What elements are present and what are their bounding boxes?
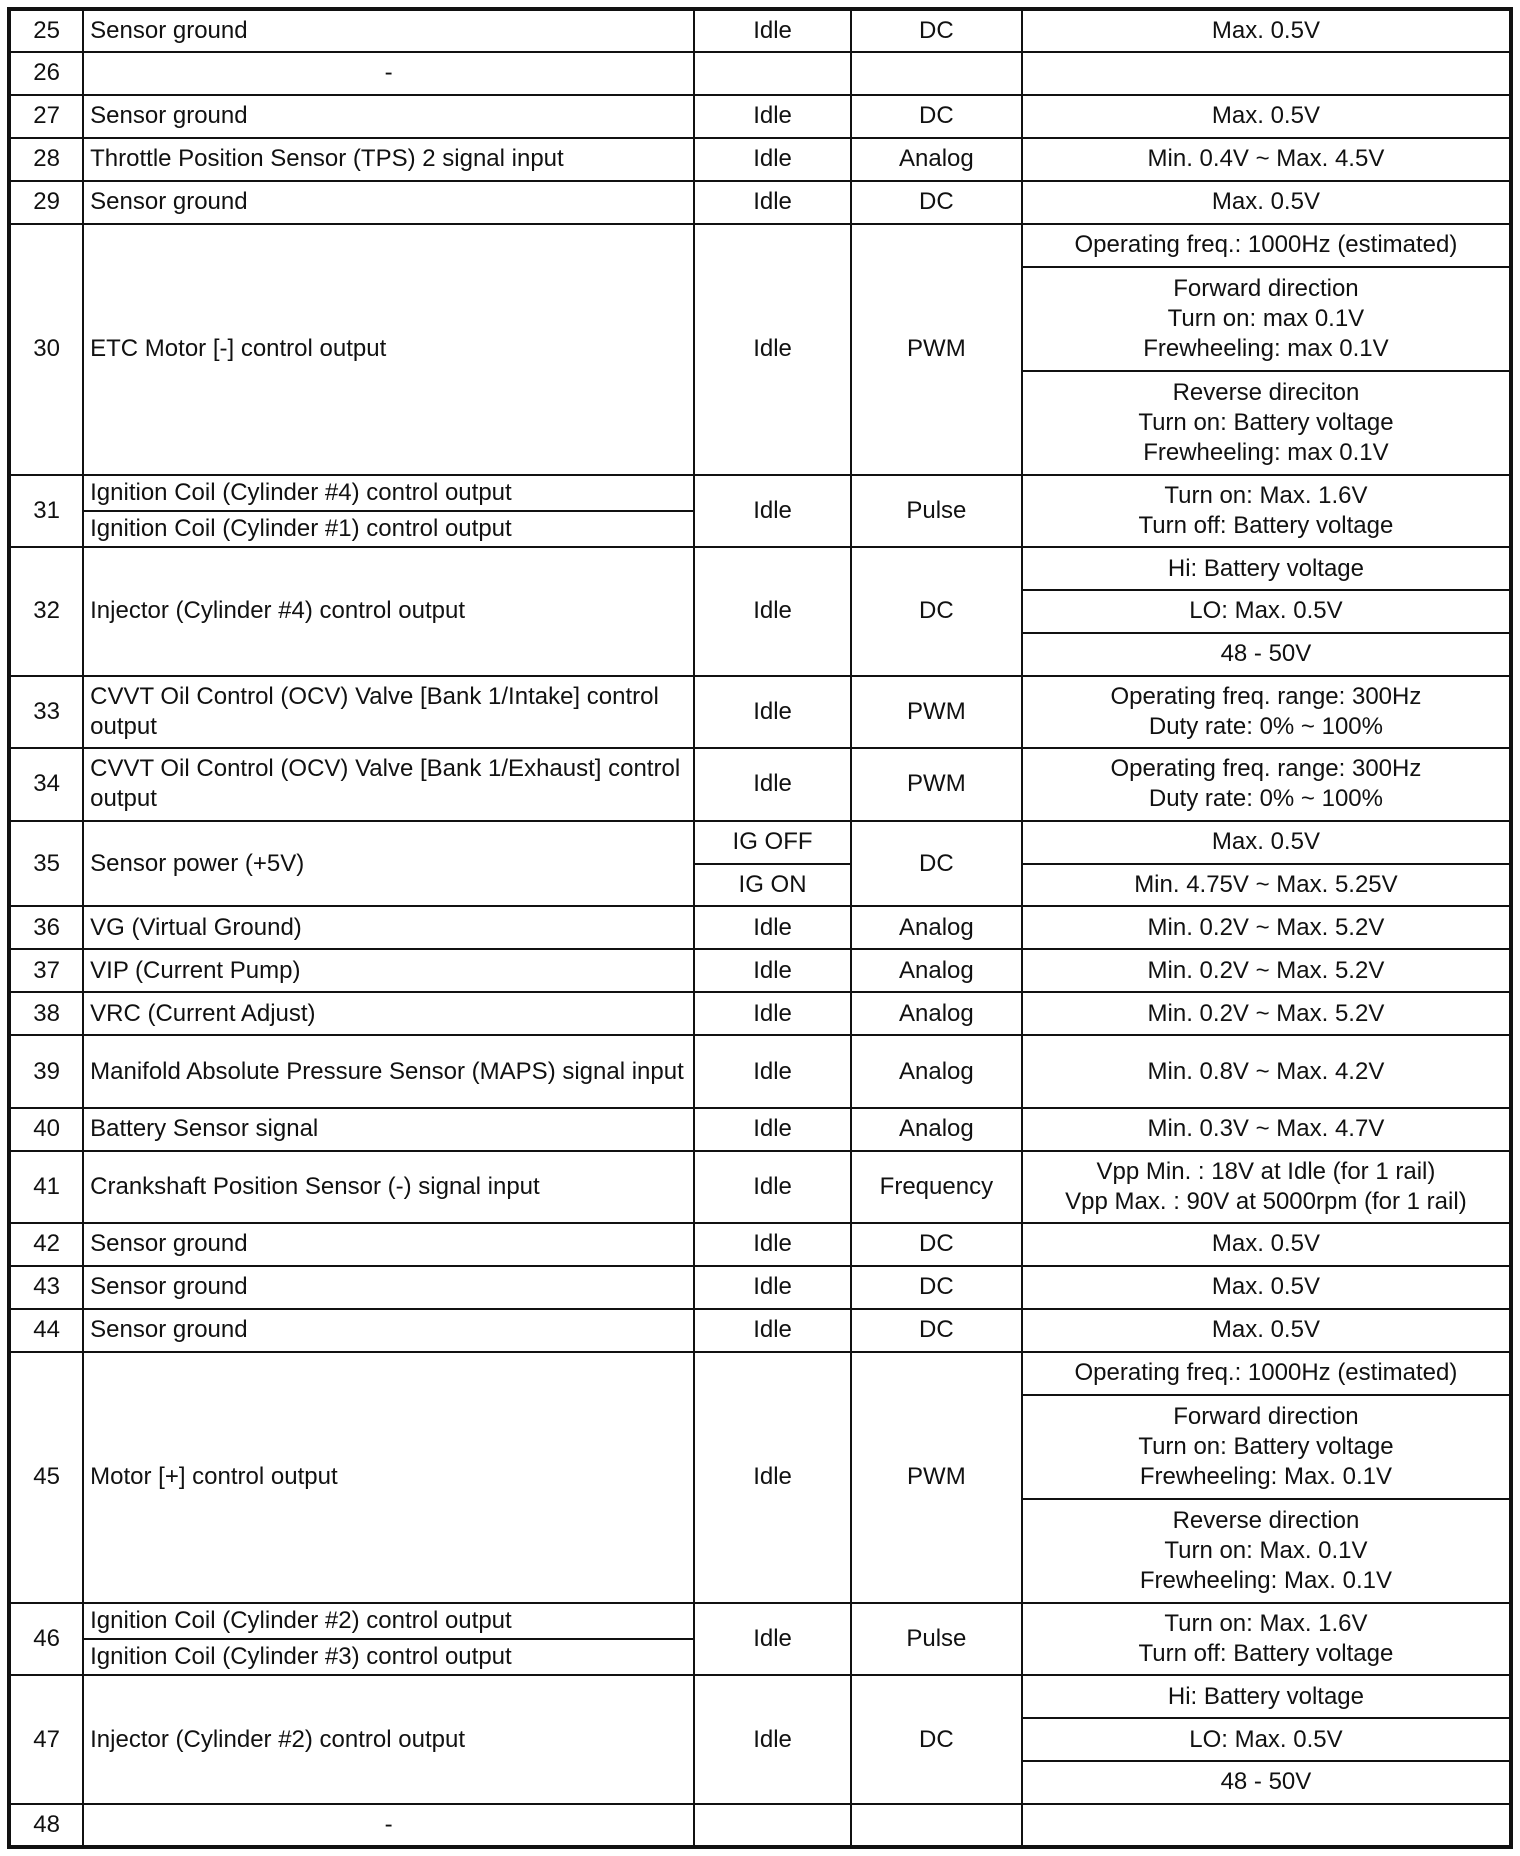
pin-description	[83, 748, 694, 820]
pin-signal-level-text: Min. 0.2V ~ Max. 5.2V	[1147, 913, 1385, 941]
pin-signal-type	[851, 547, 1022, 676]
pin-condition-text: Idle	[753, 1316, 792, 1344]
pin-condition	[694, 992, 851, 1035]
pin-description	[83, 475, 694, 511]
pin-signal-type	[851, 748, 1022, 820]
pin-signal-type	[851, 1035, 1022, 1107]
pin-description	[83, 1352, 694, 1603]
pin-signal-level	[1022, 181, 1511, 224]
pin-condition	[694, 95, 851, 138]
pin-condition	[694, 864, 851, 907]
pin-condition-text: Idle	[753, 1273, 792, 1301]
pin-signal-type	[851, 52, 1022, 95]
pin-signal-type-text: DC	[919, 1725, 954, 1753]
table-row	[9, 547, 1511, 590]
pin-signal-level	[1022, 1108, 1511, 1151]
pin-condition	[694, 1266, 851, 1309]
pin-condition-text: Idle	[753, 1115, 792, 1143]
pin-condition-text: Idle	[753, 102, 792, 130]
pin-condition-text: IG ON	[738, 871, 807, 898]
pin-signal-type	[851, 1266, 1022, 1309]
pin-description	[83, 511, 694, 547]
pin-signal-level-text: Max. 0.5V	[1211, 188, 1320, 216]
table-row	[9, 1108, 1511, 1151]
pin-number	[9, 1035, 83, 1107]
pin-condition	[694, 475, 851, 547]
pin-number	[9, 906, 83, 949]
pin-condition	[694, 1223, 851, 1266]
pin-condition	[694, 9, 851, 52]
pin-table	[7, 7, 1513, 1849]
pin-description	[83, 1266, 694, 1309]
table-row	[9, 992, 1511, 1035]
pin-signal-level-text: 48 - 50V	[1220, 640, 1312, 668]
pin-signal-level-text: Forward direction	[1173, 1402, 1359, 1430]
table-row	[9, 138, 1511, 181]
pin-signal-level-text: Hi: Battery voltage	[1167, 554, 1364, 582]
pin-signal-level-text: Operating freq. range: 300Hz	[1110, 683, 1422, 711]
pin-description-text: Sensor ground	[90, 1230, 248, 1258]
pin-signal-level	[1022, 1223, 1511, 1266]
table-row	[9, 821, 1511, 864]
pin-number-text: 29	[33, 188, 60, 216]
pin-number-text: 32	[33, 597, 60, 625]
pin-signal-level	[1022, 633, 1511, 676]
pin-description	[83, 181, 694, 224]
pin-number	[9, 1352, 83, 1603]
pin-signal-type	[851, 949, 1022, 992]
pin-description	[83, 9, 694, 52]
pin-signal-level-text: Max. 0.5V	[1211, 828, 1320, 856]
pin-description-text: Sensor ground	[90, 1273, 248, 1301]
pin-condition-text: Idle	[753, 1463, 792, 1491]
pin-number	[9, 1603, 83, 1675]
pin-number-text: 45	[33, 1463, 60, 1491]
pin-signal-type-text: Analog	[899, 956, 974, 984]
pin-signal-level	[1022, 1035, 1511, 1107]
pin-description	[83, 906, 694, 949]
pin-number-text: 42	[33, 1230, 60, 1258]
pin-signal-type-text: DC	[919, 849, 954, 877]
pin-signal-level-text: Turn off: Battery voltage	[1138, 1639, 1394, 1667]
table-row	[9, 1804, 1511, 1847]
pin-description	[83, 821, 694, 907]
pin-condition	[694, 1151, 851, 1223]
pin-signal-level	[1022, 1266, 1511, 1309]
pin-condition-text: Idle	[753, 770, 792, 798]
pin-signal-level-text: Min. 0.8V ~ Max. 4.2V	[1147, 1057, 1385, 1085]
pin-condition-text: Idle	[753, 496, 792, 524]
pin-signal-type-text: DC	[919, 102, 954, 130]
pin-number-text: 27	[33, 102, 60, 130]
pin-number-text: 48	[33, 1810, 60, 1838]
pin-signal-type-text: DC	[919, 1230, 954, 1258]
table-row	[9, 1266, 1511, 1309]
pin-condition	[694, 138, 851, 181]
pin-signal-level-text: Min. 0.2V ~ Max. 5.2V	[1147, 999, 1385, 1027]
pin-signal-level-text: Operating freq.: 1000Hz (estimated)	[1074, 1359, 1458, 1387]
pin-description	[83, 1035, 694, 1107]
pin-description-text: VRC (Current Adjust)	[90, 999, 316, 1027]
table-row	[9, 676, 1511, 748]
pin-condition-text: Idle	[753, 597, 792, 625]
pin-signal-level-text: Turn off: Battery voltage	[1138, 511, 1394, 539]
pin-description-text: Ignition Coil (Cylinder #2) control output	[90, 1606, 512, 1634]
pin-signal-level-text: Duty rate: 0% ~ 100%	[1148, 713, 1383, 741]
pin-description	[83, 224, 694, 475]
pin-signal-level	[1022, 475, 1511, 547]
pin-description-text: Sensor power (+5V)	[90, 849, 305, 877]
pin-signal-level-text: LO: Max. 0.5V	[1189, 1725, 1343, 1753]
pin-signal-type	[851, 181, 1022, 224]
pin-number-text: 41	[33, 1172, 60, 1200]
pin-number	[9, 1266, 83, 1309]
pin-signal-level	[1022, 267, 1511, 371]
pin-condition	[694, 821, 851, 864]
pin-signal-level	[1022, 949, 1511, 992]
pin-number-text: 33	[33, 698, 60, 726]
table-row	[9, 748, 1511, 820]
pin-condition-text: Idle	[753, 1230, 792, 1258]
pin-signal-level-text: Frewheeling: Max. 0.1V	[1139, 1462, 1392, 1490]
pin-condition	[694, 1035, 851, 1107]
pin-signal-level-text: Max. 0.5V	[1211, 1273, 1320, 1301]
pin-number	[9, 1309, 83, 1352]
pin-number	[9, 949, 83, 992]
pin-signal-type-text: PWM	[907, 698, 966, 726]
pin-condition	[694, 676, 851, 748]
pin-description-text: Sensor ground	[90, 16, 248, 44]
pin-signal-level-text: Turn on: Battery voltage	[1138, 408, 1394, 436]
pin-signal-level	[1022, 1499, 1511, 1603]
pin-signal-level	[1022, 1675, 1511, 1718]
pin-signal-level-text: Min. 0.3V ~ Max. 4.7V	[1147, 1115, 1385, 1143]
pin-description	[83, 992, 694, 1035]
pin-condition	[694, 906, 851, 949]
pin-number-text: 40	[33, 1115, 60, 1143]
pin-signal-type	[851, 1151, 1022, 1223]
pin-signal-level-text: Turn on: Battery voltage	[1138, 1432, 1394, 1460]
pin-signal-level-text: Reverse direction	[1172, 1506, 1360, 1534]
pin-description	[83, 1675, 694, 1804]
pin-condition-text: Idle	[753, 913, 792, 941]
pin-condition-text: Idle	[753, 1624, 792, 1652]
pin-description-text: VIP (Current Pump)	[90, 956, 301, 984]
pin-signal-level	[1022, 1718, 1511, 1761]
pin-number-text: 38	[33, 999, 60, 1027]
pin-number-text: 30	[33, 335, 60, 363]
pin-table-body	[9, 9, 1511, 1847]
pin-condition	[694, 1603, 851, 1675]
pin-signal-type-text: Analog	[899, 1115, 974, 1143]
table-row	[9, 1035, 1511, 1107]
pin-signal-level	[1022, 906, 1511, 949]
pin-signal-type	[851, 1223, 1022, 1266]
pin-signal-level-text: Hi: Battery voltage	[1167, 1682, 1364, 1710]
pin-condition-text: Idle	[753, 188, 792, 216]
pin-number	[9, 547, 83, 676]
table-row	[9, 224, 1511, 267]
pin-description-text: Sensor ground	[90, 188, 248, 216]
table-row	[9, 1223, 1511, 1266]
pin-condition-text: Idle	[753, 698, 792, 726]
pin-signal-level-text: Forward direction	[1173, 274, 1359, 302]
pin-description	[83, 547, 694, 676]
pin-signal-level	[1022, 52, 1511, 95]
pin-signal-level	[1022, 1761, 1511, 1804]
pin-description	[83, 138, 694, 181]
pin-description	[83, 1223, 694, 1266]
pin-description-text: VG (Virtual Ground)	[90, 913, 302, 941]
pin-number-text: 35	[33, 849, 60, 877]
pin-signal-level	[1022, 1309, 1511, 1352]
pin-signal-level-text: LO: Max. 0.5V	[1189, 597, 1343, 625]
pin-signal-level	[1022, 821, 1511, 864]
pin-signal-level-text: Vpp Max. : 90V at 5000rpm (for 1 rail)	[1065, 1187, 1467, 1215]
pin-signal-level-text: Min. 0.2V ~ Max. 5.2V	[1147, 956, 1385, 984]
pin-signal-level-text: Turn on: max 0.1V	[1167, 304, 1365, 332]
pin-signal-level	[1022, 992, 1511, 1035]
table-row	[9, 906, 1511, 949]
pin-signal-level-text: Max. 0.5V	[1211, 16, 1320, 44]
pin-condition-text: IG OFF	[732, 828, 813, 856]
pin-signal-type	[851, 1309, 1022, 1352]
pin-description-text: Ignition Coil (Cylinder #3) control output	[90, 1643, 512, 1671]
pin-condition	[694, 52, 851, 95]
pin-signal-level-text: Operating freq. range: 300Hz	[1110, 755, 1422, 783]
pin-signal-level-text: Turn on: Max. 1.6V	[1164, 481, 1368, 509]
pin-signal-type	[851, 1675, 1022, 1804]
pin-signal-type-text: DC	[919, 188, 954, 216]
pin-signal-level-text: Frewheeling: max 0.1V	[1143, 334, 1389, 362]
pin-condition	[694, 949, 851, 992]
table-row	[9, 949, 1511, 992]
pin-description	[83, 1151, 694, 1223]
pin-signal-level-text: Vpp Min. : 18V at Idle (for 1 rail)	[1096, 1157, 1436, 1185]
pin-signal-type	[851, 9, 1022, 52]
pin-signal-level-text: Duty rate: 0% ~ 100%	[1148, 785, 1383, 813]
pin-number-text: 31	[33, 496, 60, 524]
pin-number	[9, 1151, 83, 1223]
pin-signal-type-text: Analog	[899, 1057, 974, 1085]
pin-signal-type	[851, 475, 1022, 547]
pin-description-text: CVVT Oil Control (OCV) Valve [Bank 1/Intake] control output	[90, 683, 659, 741]
pin-signal-level	[1022, 1603, 1511, 1675]
pin-condition-text: Idle	[753, 999, 792, 1027]
pin-description	[83, 1603, 694, 1639]
pin-signal-type	[851, 992, 1022, 1035]
pin-signal-level-text: Max. 0.5V	[1211, 102, 1320, 130]
pin-signal-level	[1022, 676, 1511, 748]
pin-signal-level	[1022, 748, 1511, 820]
table-row	[9, 475, 1511, 511]
pin-signal-level-text: Max. 0.5V	[1211, 1230, 1320, 1258]
pin-number	[9, 475, 83, 547]
pin-signal-type-text: PWM	[907, 1463, 966, 1491]
pin-signal-type	[851, 1352, 1022, 1603]
pin-signal-level	[1022, 95, 1511, 138]
pin-signal-type-text: DC	[919, 16, 954, 44]
pin-condition	[694, 547, 851, 676]
pin-signal-level	[1022, 224, 1511, 267]
pin-condition-text: Idle	[753, 335, 792, 363]
pin-signal-level-text: Max. 0.5V	[1211, 1316, 1320, 1344]
pin-signal-level-text: 48 - 50V	[1220, 1768, 1312, 1796]
table-row	[9, 9, 1511, 52]
pin-condition	[694, 1352, 851, 1603]
pin-description-text: Ignition Coil (Cylinder #1) control output	[90, 514, 512, 542]
pin-condition	[694, 1309, 851, 1352]
pin-signal-type-text: DC	[919, 1316, 954, 1344]
pin-signal-level-text: Turn on: Max. 1.6V	[1164, 1609, 1368, 1637]
pin-number-text: 46	[33, 1624, 60, 1652]
pin-description-text: Throttle Position Sensor (TPS) 2 signal input	[90, 145, 564, 173]
pin-number-text: 44	[33, 1316, 60, 1344]
pin-signal-type	[851, 95, 1022, 138]
pin-signal-type-text: Analog	[899, 999, 974, 1027]
pin-signal-level	[1022, 371, 1511, 475]
pin-number	[9, 9, 83, 52]
pin-description-text: -	[384, 59, 393, 87]
pin-signal-level-text: Turn on: Max. 0.1V	[1164, 1536, 1368, 1564]
table-row	[9, 1603, 1511, 1639]
table-row	[9, 1309, 1511, 1352]
pin-signal-level	[1022, 1151, 1511, 1223]
pin-number-text: 37	[33, 956, 60, 984]
pin-condition	[694, 224, 851, 475]
pin-number-text: 34	[33, 770, 60, 798]
pin-signal-type-text: Analog	[899, 145, 974, 173]
pin-description-text: CVVT Oil Control (OCV) Valve [Bank 1/Exhaust] control output	[90, 755, 681, 813]
pin-number	[9, 1108, 83, 1151]
pin-description-text: -	[384, 1810, 393, 1838]
pin-number	[9, 1804, 83, 1847]
pin-condition	[694, 1675, 851, 1804]
pin-signal-type	[851, 1108, 1022, 1151]
pin-description-text: ETC Motor [-] control output	[90, 335, 387, 363]
pin-signal-level	[1022, 590, 1511, 633]
pin-signal-type-text: Frequency	[879, 1172, 994, 1200]
pin-condition	[694, 1804, 851, 1847]
pin-condition	[694, 1108, 851, 1151]
pin-number	[9, 1223, 83, 1266]
pin-signal-type-text: DC	[919, 1273, 954, 1301]
pin-description	[83, 1108, 694, 1151]
pin-signal-level	[1022, 1352, 1511, 1395]
pin-signal-level	[1022, 864, 1511, 907]
table-row	[9, 52, 1511, 95]
pin-condition-text: Idle	[753, 16, 792, 44]
pin-number-text: 28	[33, 145, 60, 173]
pin-number-text: 25	[33, 16, 60, 44]
pin-description-text: Battery Sensor signal	[90, 1115, 319, 1143]
pin-signal-level-text: Reverse direciton	[1172, 378, 1360, 406]
pin-description	[83, 1804, 694, 1847]
pin-signal-type	[851, 676, 1022, 748]
pin-signal-type	[851, 138, 1022, 181]
pin-signal-type-text: PWM	[907, 770, 966, 798]
pin-condition	[694, 181, 851, 224]
pin-number	[9, 676, 83, 748]
table-row	[9, 1352, 1511, 1395]
pin-signal-level-text: Operating freq.: 1000Hz (estimated)	[1074, 231, 1458, 259]
table-row	[9, 181, 1511, 224]
pin-description	[83, 1639, 694, 1675]
table-row	[9, 1151, 1511, 1223]
pin-description-text: Sensor ground	[90, 1316, 248, 1344]
pin-signal-level	[1022, 1395, 1511, 1499]
pin-signal-type-text: Analog	[899, 913, 974, 941]
pin-description-text: Crankshaft Position Sensor (-) signal input	[90, 1172, 540, 1200]
pin-signal-level-text: Frewheeling: max 0.1V	[1143, 438, 1389, 466]
pin-description	[83, 95, 694, 138]
pin-signal-level-text: Min. 4.75V ~ Max. 5.25V	[1134, 871, 1398, 898]
pin-number-text: 26	[33, 59, 60, 87]
pin-number	[9, 138, 83, 181]
pin-description	[83, 949, 694, 992]
pin-signal-level-text: Min. 0.4V ~ Max. 4.5V	[1147, 145, 1385, 173]
pin-signal-type-text: Pulse	[906, 1624, 967, 1652]
pin-number	[9, 1675, 83, 1804]
pin-signal-level	[1022, 9, 1511, 52]
pin-number	[9, 181, 83, 224]
pin-description-text: Ignition Coil (Cylinder #4) control output	[90, 478, 512, 506]
pin-signal-type	[851, 821, 1022, 907]
pin-description-text: Manifold Absolute Pressure Sensor (MAPS) signal input	[90, 1057, 684, 1085]
pin-number	[9, 748, 83, 820]
pin-description-text: Injector (Cylinder #4) control output	[90, 597, 465, 625]
pin-description-text: Sensor ground	[90, 102, 248, 130]
pin-number-text: 47	[33, 1725, 60, 1753]
pin-signal-level	[1022, 547, 1511, 590]
pin-signal-type-text: DC	[919, 597, 954, 625]
pin-signal-level	[1022, 138, 1511, 181]
pin-signal-type-text: Pulse	[906, 496, 967, 524]
pin-description	[83, 1309, 694, 1352]
pin-number	[9, 992, 83, 1035]
pin-description	[83, 52, 694, 95]
pin-number-text: 43	[33, 1273, 60, 1301]
pin-description-text: Injector (Cylinder #2) control output	[90, 1725, 465, 1753]
pin-description-text: Motor [+] control output	[90, 1463, 338, 1491]
pin-number	[9, 224, 83, 475]
pin-condition-text: Idle	[753, 145, 792, 173]
pin-number	[9, 95, 83, 138]
pin-number	[9, 821, 83, 907]
pin-number	[9, 52, 83, 95]
pin-condition-text: Idle	[753, 1057, 792, 1085]
pin-number-text: 39	[33, 1057, 60, 1085]
pin-signal-level-text: Frewheeling: Max. 0.1V	[1139, 1566, 1392, 1594]
pin-number-text: 36	[33, 913, 60, 941]
pin-condition-text: Idle	[753, 1725, 792, 1753]
table-row	[9, 1675, 1511, 1718]
pin-signal-type	[851, 906, 1022, 949]
pin-signal-type	[851, 224, 1022, 475]
pin-condition	[694, 748, 851, 820]
pin-condition-text: Idle	[753, 956, 792, 984]
table-row	[9, 95, 1511, 138]
pin-signal-level	[1022, 1804, 1511, 1847]
pin-signal-type-text: PWM	[907, 335, 966, 363]
pin-signal-type	[851, 1804, 1022, 1847]
pin-description	[83, 676, 694, 748]
pin-signal-type	[851, 1603, 1022, 1675]
pin-condition-text: Idle	[753, 1172, 792, 1200]
